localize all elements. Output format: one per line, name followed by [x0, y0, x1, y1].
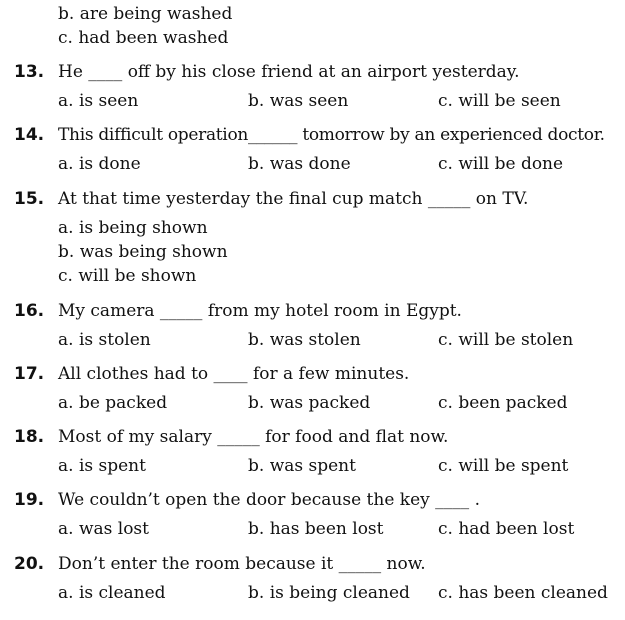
question-number: 13.	[14, 62, 45, 82]
option-b: b. was spent	[248, 456, 356, 476]
question-number: 19.	[14, 490, 45, 510]
question-text: At that time yesterday the final cup match _____ on TV.	[58, 189, 529, 209]
option-b: b. has been lost	[248, 519, 384, 539]
option-a: a. is spent	[58, 456, 146, 476]
q12-option-b: b. are being washed	[58, 4, 233, 24]
option-c: c. will be shown	[58, 266, 197, 286]
question-text: All clothes had to ____ for a few minutes.	[58, 364, 410, 384]
question-text: Most of my salary _____ for food and flat now.	[58, 427, 449, 447]
option-c: c. been packed	[438, 393, 568, 413]
question-number: 17.	[14, 364, 45, 384]
option-c: c. will be done	[438, 154, 564, 174]
option-b: b. was being shown	[58, 242, 228, 262]
option-a: a. is being shown	[58, 218, 208, 238]
question-number: 14.	[14, 125, 45, 145]
question-text: This difficult operation______ tomorrow by an experienced doctor.	[58, 125, 605, 145]
option-c: c. had been lost	[438, 519, 575, 539]
option-a: a. is stolen	[58, 330, 151, 350]
question-text: My camera _____ from my hotel room in Egypt.	[58, 301, 462, 321]
question-number: 16.	[14, 301, 45, 321]
option-a: a. is done	[58, 154, 141, 174]
option-b: b. is being cleaned	[248, 583, 410, 603]
option-b: b. was done	[248, 154, 351, 174]
question-number: 15.	[14, 189, 45, 209]
question-text: Don’t enter the room because it _____ now.	[58, 554, 426, 574]
question-number: 18.	[14, 427, 45, 447]
q12-option-c: c. had been washed	[58, 28, 229, 48]
question-text: We couldn’t open the door because the key ____ .	[58, 490, 480, 510]
question-text: He ____ off by his close friend at an airport yesterday.	[58, 62, 520, 82]
option-b: b. was seen	[248, 91, 349, 111]
option-a: a. was lost	[58, 519, 149, 539]
option-c: c. will be spent	[438, 456, 569, 476]
question-number: 20.	[14, 554, 45, 574]
option-c: c. will be stolen	[438, 330, 574, 350]
option-a: a. is cleaned	[58, 583, 166, 603]
option-b: b. was stolen	[248, 330, 361, 350]
option-a: a. is seen	[58, 91, 139, 111]
option-a: a. be packed	[58, 393, 168, 413]
option-c: c. has been cleaned	[438, 583, 608, 603]
option-c: c. will be seen	[438, 91, 561, 111]
option-b: b. was packed	[248, 393, 371, 413]
